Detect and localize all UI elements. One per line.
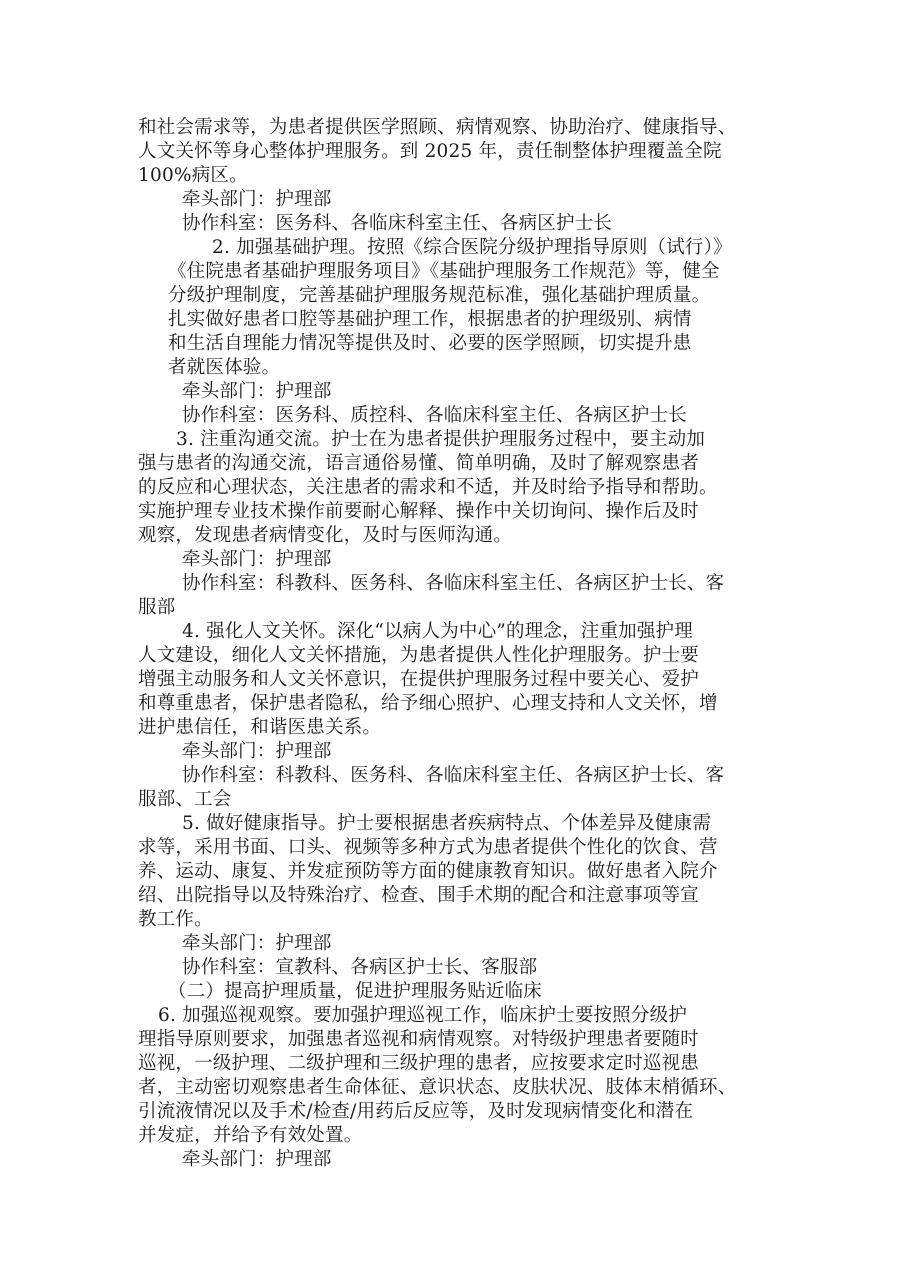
text-line: 人文关怀等身心整体护理服务。到 2025 年，责任制整体护理覆盖全院 [138,141,722,162]
text-line: 服部、工会 [138,789,232,810]
text-line: 增强主动服务和人文关怀意识，在提供护理服务过程中要关心、爱护 [138,669,700,690]
text-line: 协作科室：科教科、医务科、各临床科室主任、各病区护士长、客 [182,573,725,594]
text-line: 协作科室：医务科、各临床科室主任、各病区护士长 [182,213,613,234]
text-line: 养、运动、康复、并发症预防等方面的健康教育知识。做好患者入院介 [138,861,718,882]
text-line: 3. 注重沟通交流。护士在为患者提供护理服务过程中，要主动加 [176,429,706,450]
text-line: 的反应和心理状态，关注患者的需求和不适，并及时给予指导和帮助。 [138,477,718,498]
text-line: 和生活自理能力情况等提供及时、必要的医学照顾，切实提升患 [168,333,692,354]
text-line: 强与患者的沟通交流，语言通俗易懂、简单明确，及时了解观察患者 [138,453,700,474]
text-line: 实施护理专业技术操作前要耐心解释、操作中关切询问、操作后及时 [138,501,700,522]
text-line: 牵头部门：护理部 [182,741,332,762]
text-line: 牵头部门：护理部 [182,189,332,210]
text-line: 扎实做好患者口腔等基础护理工作，根据患者的护理级别、病情 [168,309,692,330]
text-line: 理指导原则要求，加强患者巡视和病情观察。对特级护理患者要随时 [138,1029,700,1050]
text-line: 协作科室：科教科、医务科、各临床科室主任、各病区护士长、客 [182,765,725,786]
text-line: 2. 加强基础护理。按照《综合医院分级护理指导原则（试行）》 [212,237,732,258]
text-line: 引流液情况以及手术/检查/用药后反应等，及时发现病情变化和潜在 [138,1101,694,1122]
text-line: 求等，采用书面、口头、视频等多种方式为患者提供个性化的饮食、营 [138,837,718,858]
text-line: 绍、出院指导以及特殊治疗、检查、围手术期的配合和注意事项等宣 [138,885,700,906]
text-line: 分级护理制度，完善基础护理服务规范标准，强化基础护理质量。 [168,285,711,306]
text-line: 6. 加强巡视观察。要加强护理巡视工作，临床护士要按照分级护 [158,1005,688,1026]
text-line: 巡视，一级护理、二级护理和三级护理的患者，应按要求定时巡视患 [138,1053,700,1074]
text-line: 牵头部门：护理部 [182,1149,332,1170]
text-line: 100%病区。 [138,165,248,186]
text-line: 牵头部门：护理部 [182,381,332,402]
text-line: 协作科室：宣教科、各病区护士长、客服部 [182,957,538,978]
text-line: 教工作。 [138,909,213,930]
text-line: 者，主动密切观察患者生命体征、意识状态、皮肤状况、肢体末梢循环、 [138,1077,737,1098]
text-line: 并发症，并给予有效处置。 [138,1125,363,1146]
text-line: 牵头部门：护理部 [182,933,332,954]
text-line: 4. 强化人文关怀。深化“以病人为中心”的理念，注重加强护理 [182,621,693,642]
text-line: 协作科室：医务科、质控科、各临床科室主任、各病区护士长 [182,405,687,426]
text-line: 服部 [138,597,176,618]
text-line: 和尊重患者，保护患者隐私，给予细心照护、心理支持和人文关怀，增 [138,693,718,714]
text-line: 牵头部门：护理部 [182,549,332,570]
text-line: 人文建设，细化人文关怀措施，为患者提供人性化护理服务。护士要 [138,645,700,666]
text-line: 5. 做好健康指导。护士要根据患者疾病特点、个体差异及健康需 [182,813,712,834]
text-line: 进护患信任，和谐医患关系。 [138,717,382,738]
text-line: 《住院患者基础护理服务项目》《基础护理服务工作规范》等，健全 [168,261,720,282]
text-line: 者就医体验。 [168,357,281,378]
text-line: 和社会需求等，为患者提供医学照顾、病情观察、协助治疗、健康指导、 [138,117,737,138]
text-line: 观察，发现患者病情变化，及时与医师沟通。 [138,525,513,546]
section-heading: （二）提高护理质量，促进护理服务贴近临床 [168,981,543,1002]
